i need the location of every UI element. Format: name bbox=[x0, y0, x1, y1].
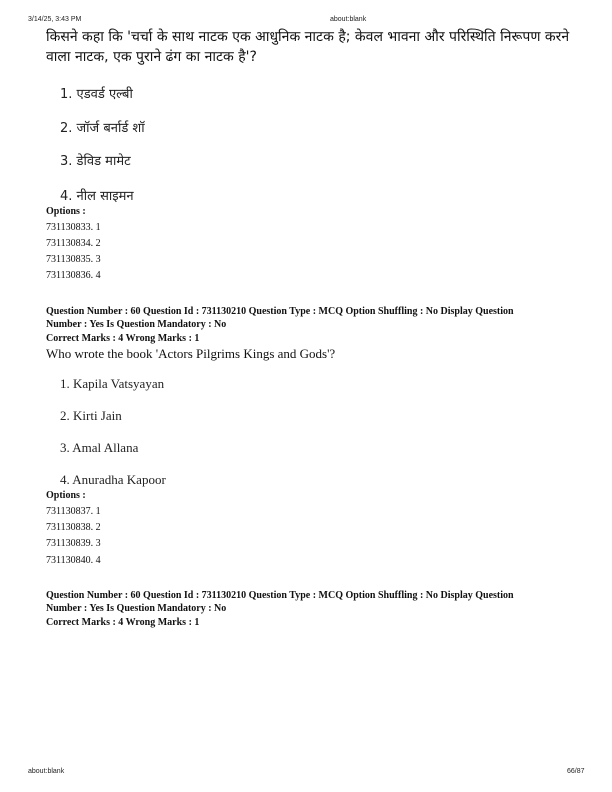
q59-options-label: Options : bbox=[46, 206, 86, 217]
print-datetime: 3/14/25, 3:43 PM bbox=[28, 16, 82, 23]
question-60-text: Who wrote the book 'Actors Pilgrims Kings and Gods'? bbox=[46, 346, 336, 361]
q59-choice-2: 2. जॉर्ज बर्नार्ड शॉ bbox=[60, 121, 145, 136]
q59-choice-1: 1. एडवर्ड एल्बी bbox=[60, 87, 133, 102]
q60-option-id-4: 731130840. 4 bbox=[46, 555, 101, 566]
q60-choice-2: 2. Kirti Jain bbox=[60, 408, 122, 423]
question-59-text: किसने कहा कि 'चर्चा के साथ नाटक एक आधुनिक नाटक है; केवल भावना और परिस्थिति निरूपण करने वाला नाटक, एक पुराने ढंग का नाटक है'? bbox=[46, 29, 570, 65]
q60-option-id-2: 731130838. 2 bbox=[46, 522, 101, 533]
q60-option-id-3: 731130839. 3 bbox=[46, 538, 101, 549]
q59-choice-4: 4. नील साइमन bbox=[60, 189, 134, 204]
q59-option-id-2: 731130834. 2 bbox=[46, 238, 101, 249]
q59-option-id-4: 731130836. 4 bbox=[46, 270, 101, 281]
print-footer-url: about:blank bbox=[28, 768, 65, 775]
q60-choice-3: 3. Amal Allana bbox=[60, 440, 139, 455]
q60-options-label: Options : bbox=[46, 490, 86, 501]
print-page-number: 66/87 bbox=[567, 768, 585, 775]
print-page-title: about:blank bbox=[330, 16, 367, 23]
q59-option-id-3: 731130835. 3 bbox=[46, 254, 101, 265]
q60-meta-line1: Question Number : 60 Question Id : 731130210 Question Type : MCQ Option Shuffling : No Display Question bbox=[46, 306, 514, 317]
q60b-marks: Correct Marks : 4 Wrong Marks : 1 bbox=[46, 617, 200, 628]
q60-choice-1: 1. Kapila Vatsyayan bbox=[60, 376, 165, 391]
q60-option-id-1: 731130837. 1 bbox=[46, 506, 101, 517]
q60b-meta-line2: Number : Yes Is Question Mandatory : No bbox=[46, 602, 227, 614]
q59-option-id-1: 731130833. 1 bbox=[46, 222, 101, 233]
q60b-meta bbox=[46, 590, 576, 630]
q60-choice-4: 4. Anuradha Kapoor bbox=[60, 472, 166, 487]
q60-marks: Correct Marks : 4 Wrong Marks : 1 bbox=[46, 333, 200, 344]
q60b-meta-line1: Question Number : 60 Question Id : 731130210 Question Type : MCQ Option Shuffling : No Display Question bbox=[46, 590, 514, 601]
q59-choice-3: 3. डेविड मामेट bbox=[60, 154, 131, 169]
q60-meta bbox=[46, 306, 576, 346]
q60-meta-line2: Number : Yes Is Question Mandatory : No bbox=[46, 318, 227, 330]
